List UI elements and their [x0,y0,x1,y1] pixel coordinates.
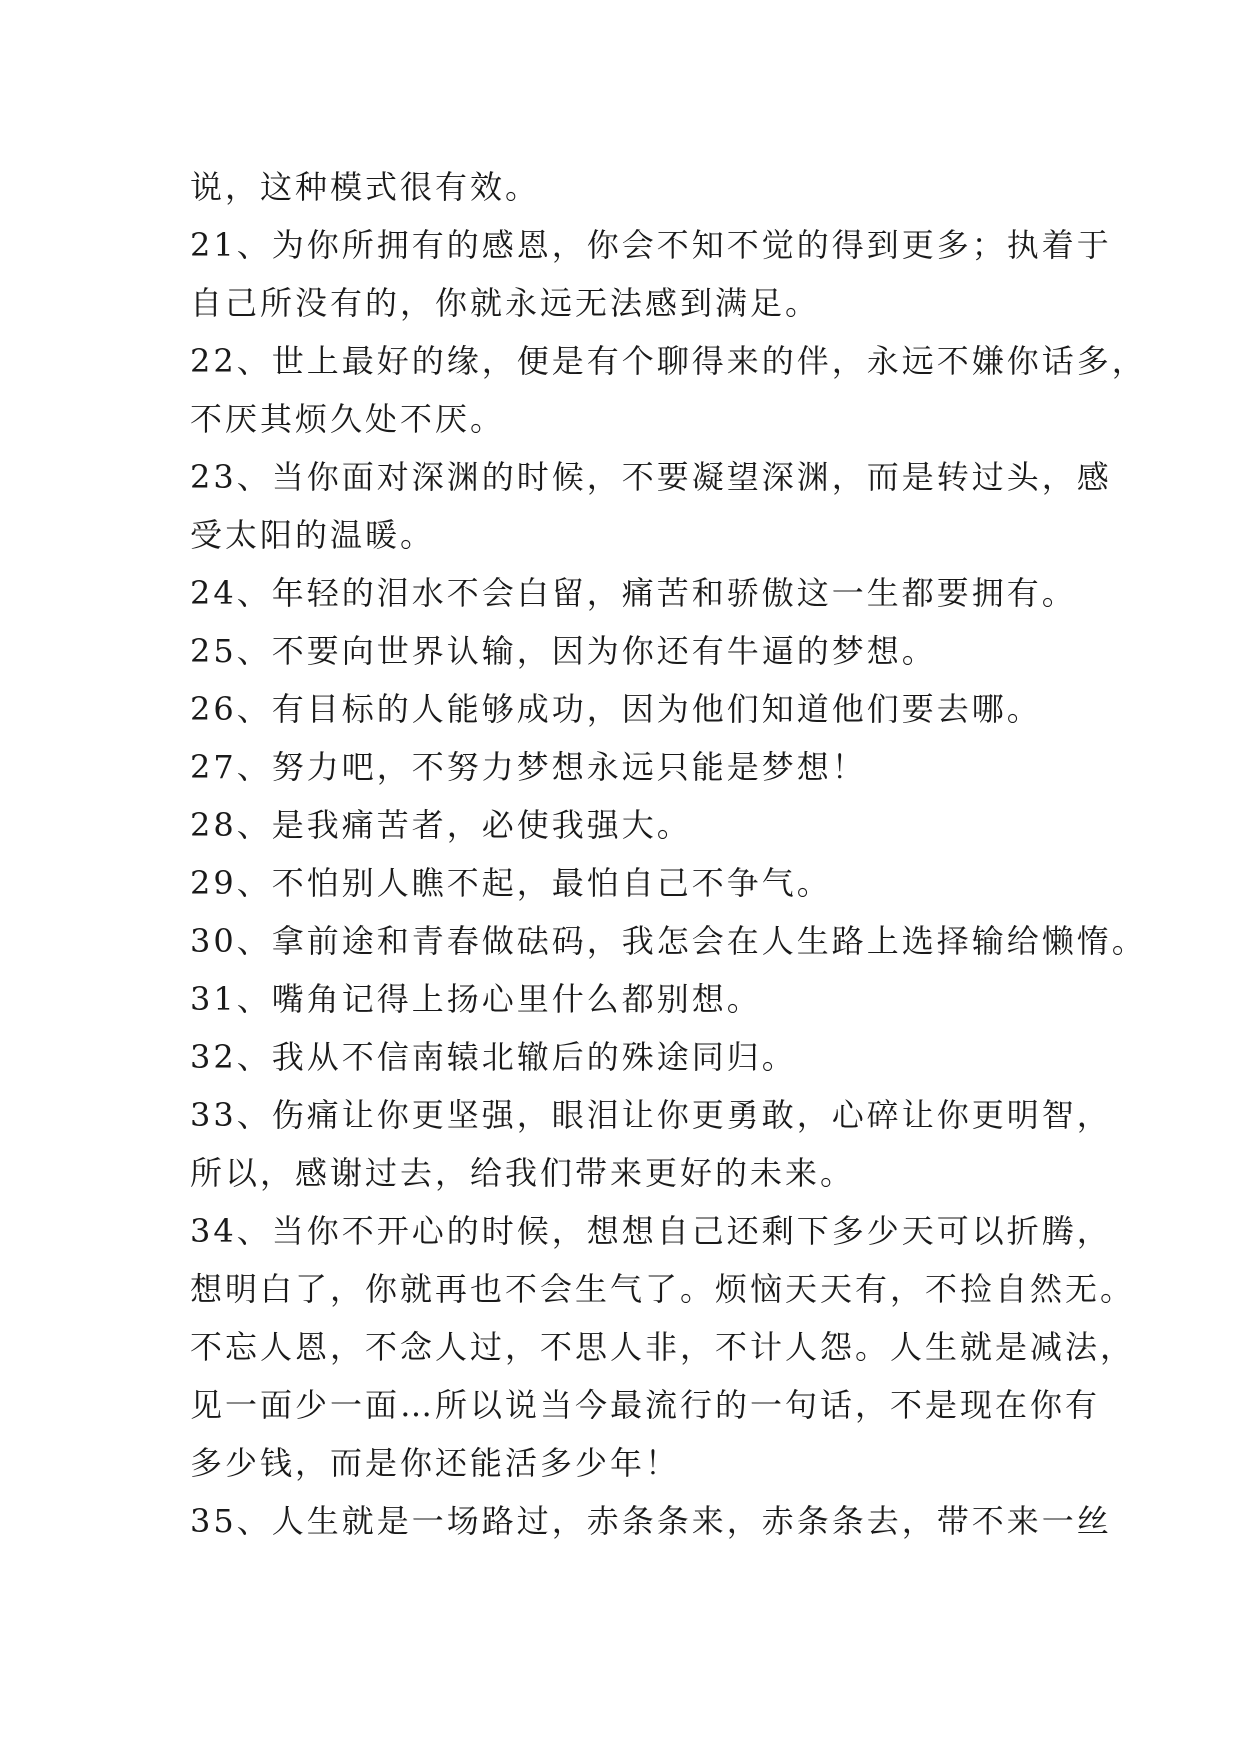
document-body [190,158,1147,1550]
text-line: 受太阳的温暖。 [190,516,436,554]
text-line: 30、拿前途和青春做砝码，我怎会在人生路上选择输给懒惰。 [190,922,1147,960]
text-line: 28、是我痛苦者，必使我强大。 [190,806,692,844]
text-line: 所以，感谢过去，给我们带来更好的未来。 [190,1154,856,1192]
text-line: 想明白了，你就再也不会生气了。烦恼天天有，不捡自然无。 [190,1270,1136,1308]
text-line: 22、世上最好的缘，便是有个聊得来的伴，永远不嫌你话多， [190,342,1147,380]
text-line: 多少钱，而是你还能活多少年！ [190,1444,681,1482]
text-line: 32、我从不信南辕北辙后的殊途同归。 [190,1038,797,1076]
text-line: 不忘人恩，不念人过，不思人非，不计人怨。人生就是减法， [190,1328,1136,1366]
text-line: 35、人生就是一场路过，赤条条来，赤条条去，带不来一丝 [190,1502,1112,1540]
text-line: 23、当你面对深渊的时候，不要凝望深渊，而是转过头，感 [190,458,1112,496]
text-line: 24、年轻的泪水不会白留，痛苦和骄傲这一生都要拥有。 [190,574,1077,612]
text-line: 见一面少一面…所以说当今最流行的一句话，不是现在你有 [190,1386,1101,1424]
text-line: 27、努力吧，不努力梦想永远只能是梦想！ [190,748,867,786]
text-line: 34、当你不开心的时候，想想自己还剩下多少天可以折腾， [190,1212,1112,1250]
text-line: 自己所没有的，你就永远无法感到满足。 [190,284,821,322]
text-line: 31、嘴角记得上扬心里什么都别想。 [190,980,762,1018]
text-line: 33、伤痛让你更坚强，眼泪让你更勇敢，心碎让你更明智， [190,1096,1112,1134]
text-line: 不厌其烦久处不厌。 [190,400,506,438]
text-line: 25、不要向世界认输，因为你还有牛逼的梦想。 [190,632,937,670]
text-line: 21、为你所拥有的感恩，你会不知不觉的得到更多；执着于 [190,226,1112,264]
text-line: 26、有目标的人能够成功，因为他们知道他们要去哪。 [190,690,1042,728]
text-line: 29、不怕别人瞧不起，最怕自己不争气。 [190,864,832,902]
text-line: 说，这种模式很有效。 [190,168,541,206]
